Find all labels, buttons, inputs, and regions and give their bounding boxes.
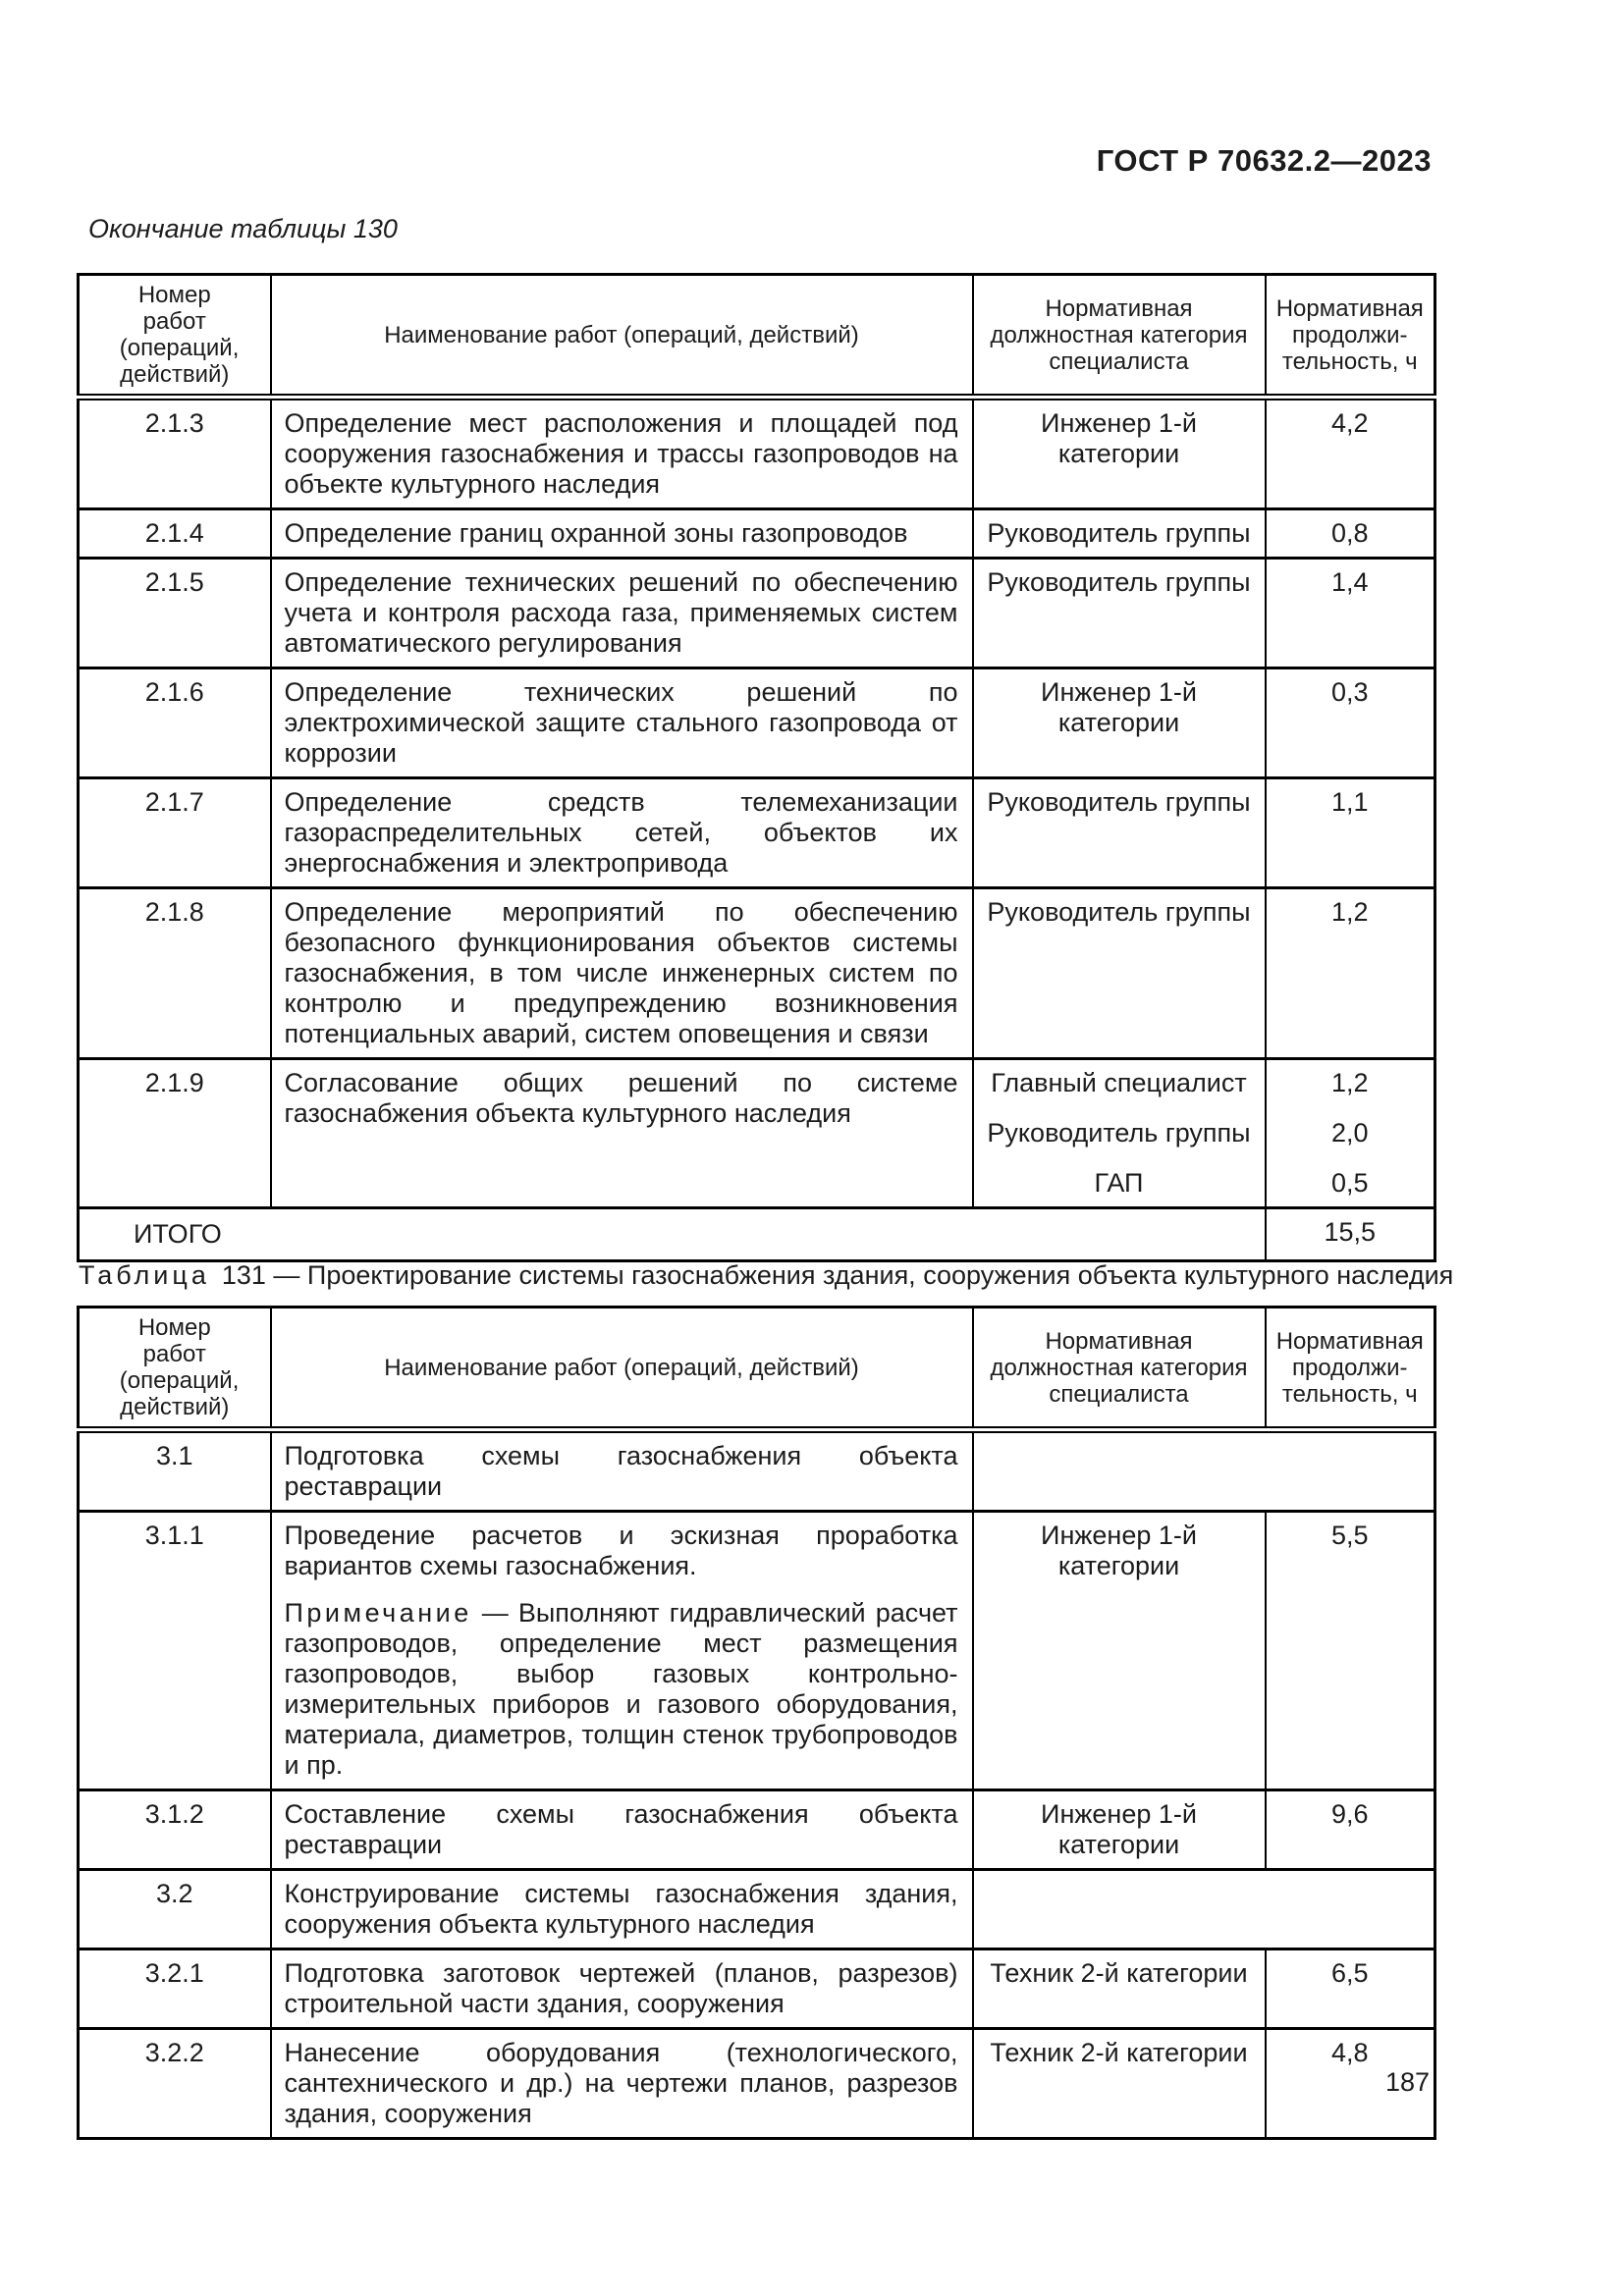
empty-merged-cell: [973, 1870, 1435, 1949]
column-header-duration: Нормативная продолжи-тельность, ч: [1266, 275, 1435, 398]
specialist-category-cell: Техник 2-й категории: [973, 2029, 1266, 2139]
work-name-cell: Определение технических решений по электрохимической защите стального газопровода от коррозии: [271, 668, 973, 778]
specialist-category-cell: Руководитель группы: [973, 778, 1266, 888]
table-row: [79, 559, 1435, 668]
column-header-number: Номер работ (операций, действий): [79, 1308, 271, 1430]
work-name-cell: Определение средств телемеханизации газораспределительных сетей, объектов их энергоснабжения и электропривода: [271, 778, 973, 888]
work-name-cell: Определение технических решений по обеспечению учета и контроля расхода газа, применяемых систем автоматического регулирования: [271, 559, 973, 668]
specialist-category-cell: Инженер 1-й категории: [973, 1790, 1266, 1870]
page-number: 187: [1384, 2067, 1430, 2097]
work-name-cell: Подготовка схемы газоснабжения объекта реставрации: [271, 1430, 973, 1512]
row-number-cell: 2.1.6: [79, 668, 271, 778]
table-row: [79, 1949, 1435, 2029]
column-header-duration: Нормативная продолжи-тельность, ч: [1266, 1308, 1435, 1430]
duration-cell: 4,2: [1266, 398, 1435, 509]
table-131-caption-title: 131 — Проектирование системы газоснабжения здания, сооружения объекта культурного наследия: [221, 1260, 1454, 1290]
row-number-cell: 2.1.8: [79, 888, 271, 1059]
table-row: [79, 398, 1435, 509]
total-label-cell: ИТОГО: [79, 1208, 1266, 1261]
work-name-cell: Определение мероприятий по обеспечению безопасного функционирования объектов системы газоснабжения, в том числе инженерных систем по контролю и предупреждению возникновения потенциальных аварий, систем оповещения и связи: [271, 888, 973, 1059]
row-number-cell: 2.1.4: [79, 509, 271, 559]
duration-cell: 1,1: [1266, 778, 1435, 888]
work-name-cell: Подготовка заготовок чертежей (планов, разрезов) строительной части здания, сооружения: [271, 1949, 973, 2029]
table-row: [79, 1870, 1435, 1949]
table-131: [77, 1306, 1436, 2140]
work-name-cell: Определение мест расположения и площадей под сооружения газоснабжения и трассы газопроводов на объекте культурного наследия: [271, 398, 973, 509]
row-number-cell: 2.1.5: [79, 559, 271, 668]
row-number-cell: 2.1.3: [79, 398, 271, 509]
work-name-cell: Согласование общих решений по системе газоснабжения объекта культурного наследия: [271, 1059, 973, 1208]
column-header-work-name: Наименование работ (операций, действий): [271, 275, 973, 398]
table-row: [79, 2029, 1435, 2139]
specialist-category-cell: Инженер 1-й категории: [973, 1512, 1266, 1790]
specialist-category-cell: Руководитель группы: [973, 559, 1266, 668]
column-header-number: Номер работ (операций, действий): [79, 275, 271, 398]
specialist-category-cell: Техник 2-й категории: [973, 1949, 1266, 2029]
note-text: — Выполняют гидравлический расчет газопроводов, определение мест размещения газопроводов, выбор газовых контрольно-измерительных приборов и газового оборудования, материала, диаметров, толщин стенок трубопроводов и пр.: [284, 1598, 958, 1780]
table-row: [79, 1790, 1435, 1870]
row-number-cell: 3.1.2: [79, 1790, 271, 1870]
table-130-header: [79, 275, 1435, 398]
duration-cell: 5,5: [1266, 1512, 1435, 1790]
table-130-caption: Окончание таблицы 130: [88, 214, 398, 243]
table-row: [79, 668, 1435, 778]
column-header-category: Нормативная должностная категория специалиста: [973, 275, 1266, 398]
duration-cell: 0,8: [1266, 509, 1435, 559]
table-row: [79, 509, 1435, 559]
work-name-cell: Составление схемы газоснабжения объекта реставрации: [271, 1790, 973, 1870]
row-number-cell: 3.1.1: [79, 1512, 271, 1790]
duration-cell: 1,4: [1266, 559, 1435, 668]
work-name-cell: Проведение расчетов и эскизная проработка вариантов схемы газоснабжения. Примечание — Выполняют гидравлический расчет газопроводов, определение мест размещения газопроводов, выбор газовых контрольно-измерительных приборов и газового оборудования, материала, диаметров, толщин стенок трубопроводов и пр.: [271, 1512, 973, 1790]
duration-cell: 1,2 2,0 0,5: [1266, 1059, 1435, 1208]
row-number-cell: 2.1.7: [79, 778, 271, 888]
table-131-caption-label: Таблица: [79, 1260, 210, 1290]
document-code-header: ГОСТ Р 70632.2—2023: [1096, 143, 1432, 178]
row-number-cell: 3.2.1: [79, 1949, 271, 2029]
table-131-caption: [79, 1260, 1453, 1291]
header-row: [79, 275, 1435, 398]
row-number-cell: 3.2.2: [79, 2029, 271, 2139]
specialist-category-cell: Руководитель группы: [973, 509, 1266, 559]
total-row: [79, 1208, 1435, 1261]
specialist-category-cell: Руководитель группы: [973, 888, 1266, 1059]
duration-cell: 6,5: [1266, 1949, 1435, 2029]
table-131-header: [79, 1308, 1435, 1430]
row-number-cell: 2.1.9: [79, 1059, 271, 1208]
duration-cell: 9,6: [1266, 1790, 1435, 1870]
work-name-cell: Определение границ охранной зоны газопроводов: [271, 509, 973, 559]
column-header-work-name: Наименование работ (операций, действий): [271, 1308, 973, 1430]
row-number-cell: 3.1: [79, 1430, 271, 1512]
table-row: [79, 1059, 1435, 1208]
duration-cell: 0,3: [1266, 668, 1435, 778]
duration-cell: 4,8: [1266, 2029, 1435, 2139]
note-label: Примечание: [284, 1598, 472, 1628]
empty-merged-cell: [973, 1430, 1435, 1512]
specialist-category-cell: Инженер 1-й категории: [973, 398, 1266, 509]
row-number-cell: 3.2: [79, 1870, 271, 1949]
header-row: [79, 1308, 1435, 1430]
work-name-cell: Нанесение оборудования (технологического, сантехнического и др.) на чертежи планов, разрезов здания, сооружения: [271, 2029, 973, 2139]
table-row: [79, 778, 1435, 888]
table-row: [79, 1512, 1435, 1790]
note-paragraph: [285, 1598, 958, 1781]
duration-cell: 1,2: [1266, 888, 1435, 1059]
total-value-cell: 15,5: [1266, 1208, 1435, 1261]
specialist-category-cell: Инженер 1-й категории: [973, 668, 1266, 778]
work-name-cell: Конструирование системы газоснабжения здания, сооружения объекта культурного наследия: [271, 1870, 973, 1949]
specialist-category-cell: Главный специалист Руководитель группы ГАП: [973, 1059, 1266, 1208]
column-header-category: Нормативная должностная категория специалиста: [973, 1308, 1266, 1430]
table-row: [79, 1430, 1435, 1512]
table-130: [77, 273, 1436, 1262]
table-row: [79, 888, 1435, 1059]
